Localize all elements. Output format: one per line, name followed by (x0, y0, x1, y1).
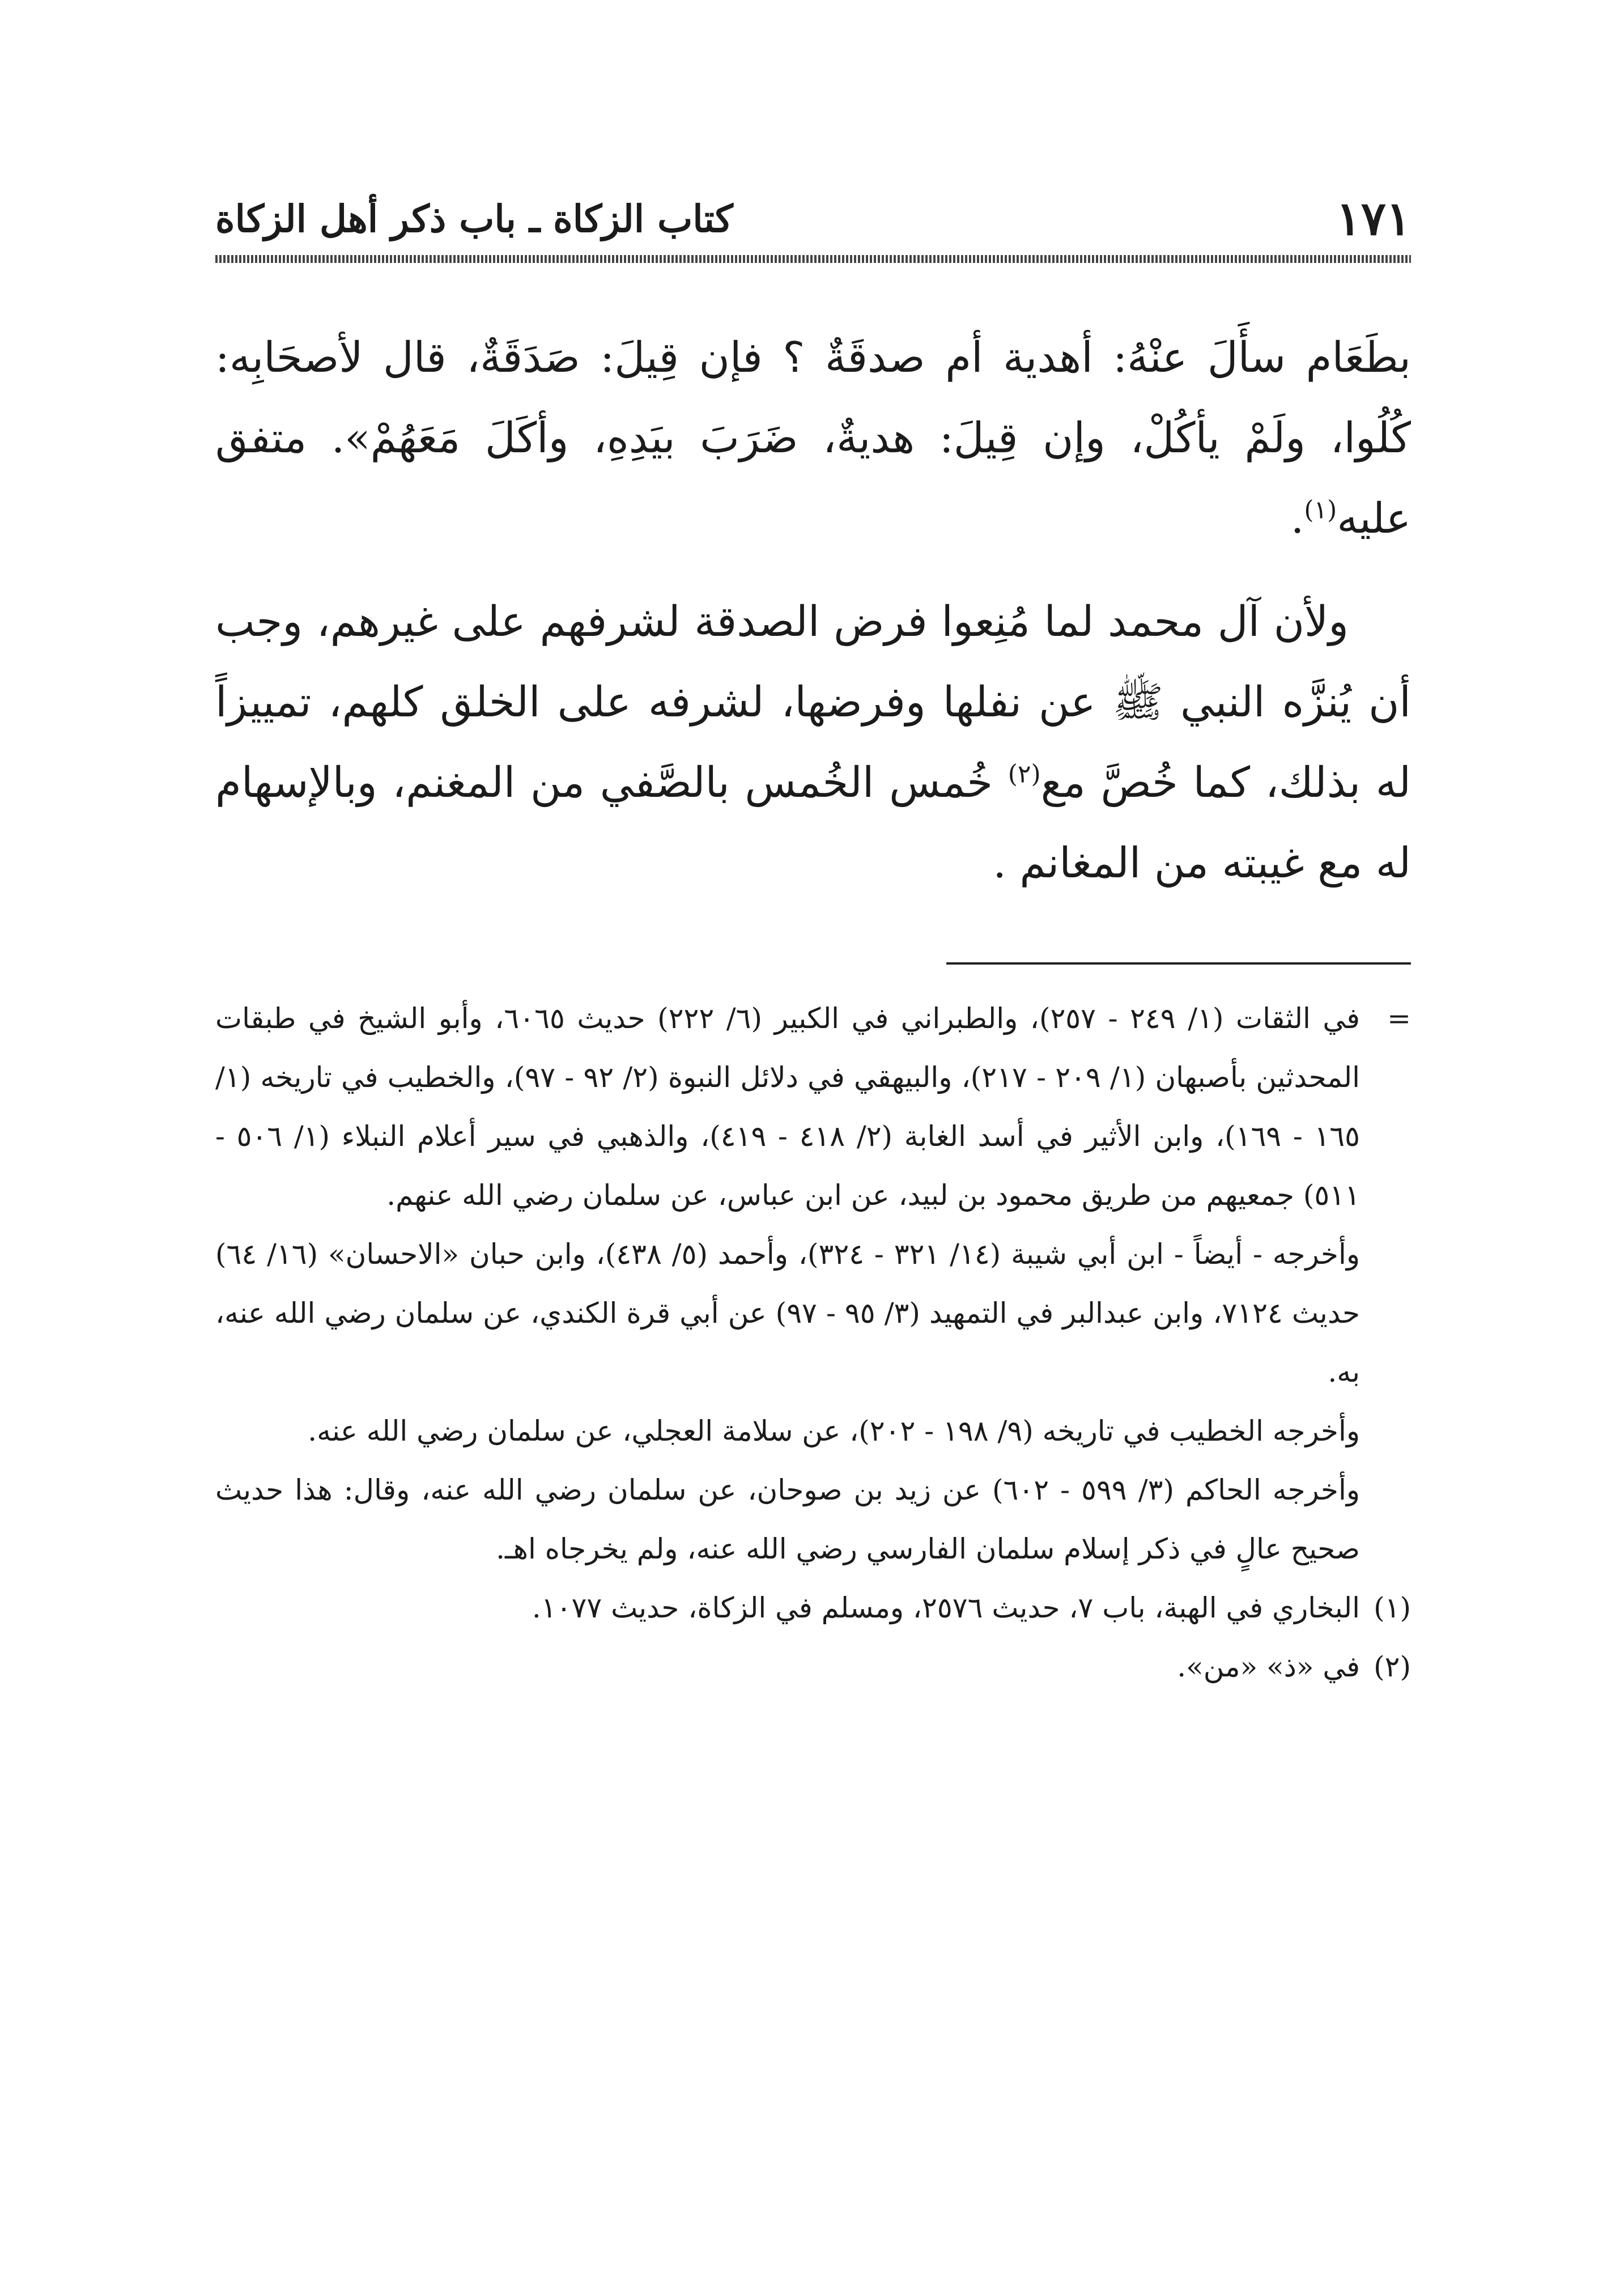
main-text (215, 317, 1411, 903)
footnote-paragraph: في الثقات (١/ ٢٤٩ - ٢٥٧)، والطبراني في الكبير (٦/ ٢٢٢) حديث ٦٠٦٥، وأبو الشيخ في طبقات المحدثين بأصبهان (١/ ٢٠٩ - ٢١٧)، والبيهقي في دلائل النبوة (٢/ ٩٢ - ٩٧)، والخطيب في تاريخه (١/ ١٦٥ - ١٦٩)، وابن الأثير في أسد الغابة (٢/ ٤١٨ - ٤١٩)، والذهبي في سير أعلام النبلاء (١/ ٥٠٦ - ٥١١) جمعيهم من طريق محمود بن لبيد، عن ابن عباس، عن سلمان رضي الله عنهم. (215, 1002, 1361, 1212)
footnote-item (215, 1578, 1411, 1637)
footnote-paragraph: وأخرجه - أيضاً - ابن أبي شيبة (١٤/ ٣٢١ - ٣٢٤)، وأحمد (٥/ ٤٣٨)، وابن حبان «الاحسان» (١٦/ ٦٤) حديث ٧١٢٤، وابن عبدالبر في التمهيد (٣/ ٩٥ - ٩٧) عن أبي قرة الكندي، عن سلمان رضي الله عنه، به. (215, 1238, 1360, 1388)
paragraph-1 (215, 317, 1411, 559)
paragraph-1-text: بطَعَام سأَلَ عنْهُ: أهدية أم صدقَةٌ ؟ فإن قِيلَ: صَدَقَةٌ، قال لأصحَابِه: كُلُوا، ولَمْ يأكُلْ، وإن قِيلَ: هديةٌ، ضَرَبَ بيَدِهِ، وأكَلَ مَعَهُمْ». متفق عليه (215, 333, 1411, 543)
footnote-ref-2: (٢) (1007, 759, 1041, 789)
running-title: كتاب الزكاة ـ باب ذكر أهل الزكاة (215, 197, 733, 241)
footnote-paragraph: وأخرجه الخطيب في تاريخه (٩/ ١٩٨ - ٢٠٢)، عن سلامة العجلي، عن سلمان رضي الله عنه. (308, 1415, 1360, 1447)
paragraph-2-text-part2: خُمس الخُمس بالصَّفي من المغنم، وبالإسهام له مع غيبته من المغانم . (215, 758, 1411, 888)
header-divider (215, 255, 1411, 263)
footnotes (215, 989, 1411, 1696)
footnote-number: (١) (1374, 1591, 1411, 1624)
page-header (215, 173, 1411, 252)
paragraph-2 (215, 581, 1411, 903)
footnote-paragraph: وأخرجه الحاكم (٣/ ٥٩٩ - ٦٠٢) عن زيد بن صوحان، عن سلمان رضي الله عنه، وقال: هذا حديث صحيح عالٍ في ذكر إسلام سلمان الفارسي رضي الله عنه، ولم يخرجاه اهـ. (215, 1474, 1361, 1565)
footnote-text: البخاري في الهبة، باب ٧، حديث ٢٥٧٦، ومسلم في الزكاة، حديث ١٠٧٧. (532, 1591, 1360, 1624)
footnote-ref-1: (١) (1304, 495, 1337, 525)
continuation-mark: = (1387, 1002, 1411, 1035)
footnote-item (215, 1637, 1411, 1696)
footnote-divider (946, 962, 1411, 965)
footnote-text: في «ذ» «من». (1177, 1650, 1360, 1683)
paragraph-2-text-part1: ولأن آل محمد لما مُنِعوا فرض الصدقة لشرفهم على غيرهم، وجب أن يُنزَّه النبي ﷺ عن نفلها وفرضها، لشرفه على الخلق كلهم، تمييزاً له بذلك، كما خُصَّ مع (215, 597, 1411, 807)
page-number: ١٧١ (1336, 192, 1411, 246)
footnote-number: (٢) (1374, 1650, 1411, 1683)
footnote-continuation (215, 989, 1411, 1578)
paragraph-1-end: . (1290, 494, 1304, 543)
